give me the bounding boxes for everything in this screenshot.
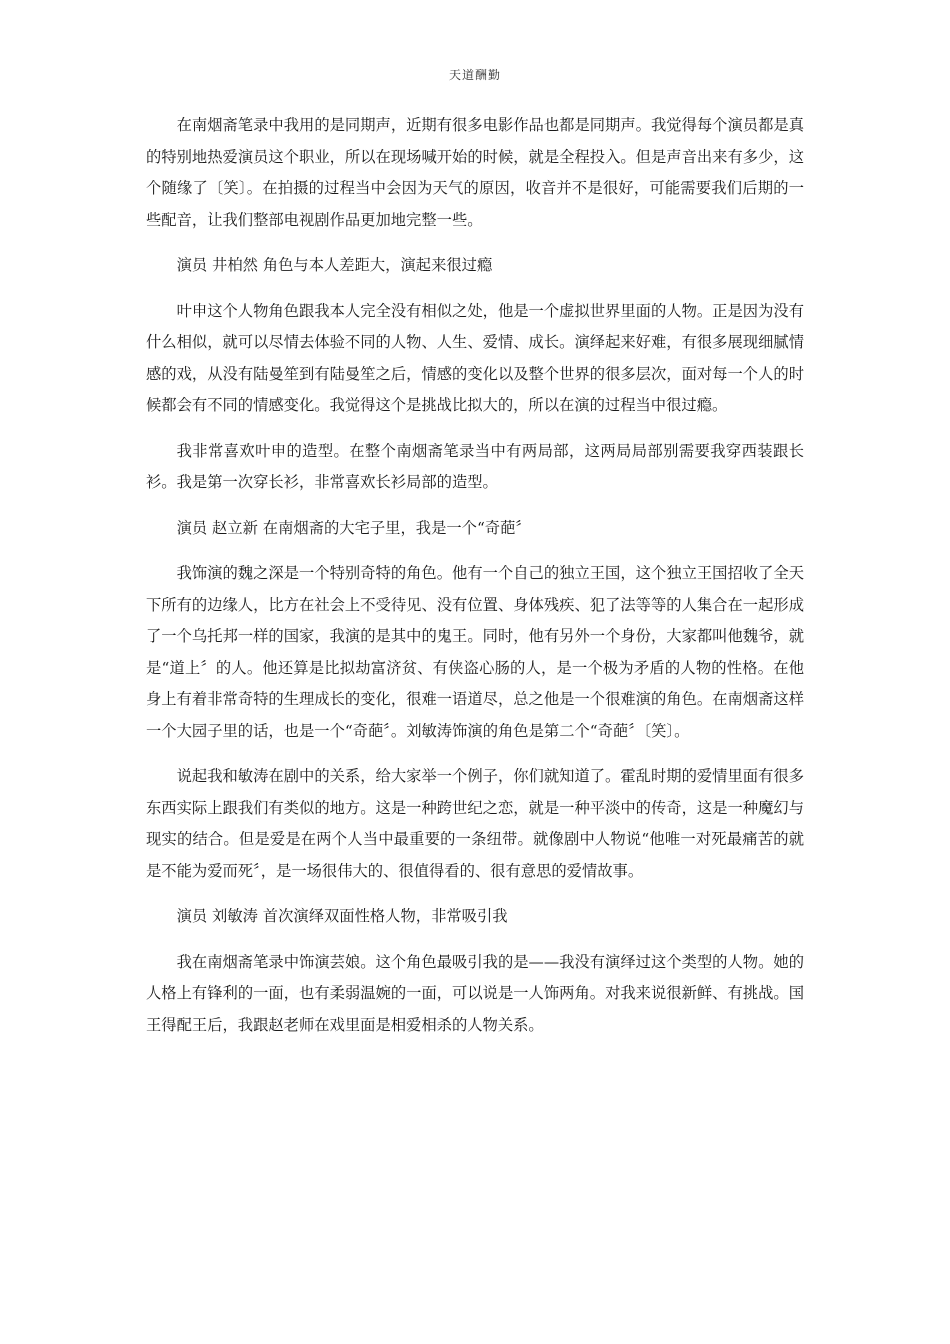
- article-body: [146, 110, 804, 1055]
- paragraph-1: 在南烟斋笔录中我用的是同期声，近期有很多电影作品也都是同期声。我觉得每个演员都是真的特别地热爱演员这个职业，所以在现场喊开始的时候，就是全程投入。但是声音出来有多少，这个随缘了〔笑〕。在拍摄的过程当中会因为天气的原因，收音并不是很好，可能需要我们后期的一些配音，让我们整部电视剧作品更加地完整一些。: [146, 116, 804, 229]
- section-heading-jing-boran: 演员 井柏然 角色与本人差距大，演起来很过瘾: [176, 256, 493, 274]
- paragraph-3: 我非常喜欢叶申的造型。在整个南烟斋笔录当中有两局部，这两局局部别需要我穿西装跟长衫。我是第一次穿长衫，非常喜欢长衫局部的造型。: [146, 441, 804, 491]
- paragraph-5: 说起我和敏涛在剧中的关系，给大家举一个例子，你们就知道了。霍乱时期的爱情里面有很多东西实际上跟我们有类似的地方。这是一种跨世纪之恋，就是一种平淡中的传奇，这是一种魔幻与现实的结合。但是爱是在两个人当中最重要的一条纽带。就像剧中人物说“他唯一对死最痛苦的就是不能为爱而死〞，是一场很伟大的、很值得看的、很有意思的爱情故事。: [146, 767, 804, 880]
- page-header: 天道酬勤: [448, 68, 501, 82]
- paragraph-6: 我在南烟斋笔录中饰演芸娘。这个角色最吸引我的是——我没有演绎过这个类型的人物。她的人格上有锋利的一面，也有柔弱温婉的一面，可以说是一人饰两角。对我来说很新鲜、有挑战。国王得配王后，我跟赵老师在戏里面是相爱相杀的人物关系。: [146, 952, 804, 1034]
- section-heading-zhao-lixin: 演员 赵立新 在南烟斋的大宅子里，我是一个“奇葩〞: [176, 518, 531, 537]
- paragraph-4: 我饰演的魏之深是一个特别奇特的角色。他有一个自己的独立王国，这个独立王国招收了全天下所有的边缘人，比方在社会上不受待见、没有位置、身体残疾、犯了法等等的人集合在一起形成了一个乌托邦一样的国家，我演的是其中的鬼王。同时，他有另外一个身份，大家都叫他魏爷，就是“道上〞的人。他还算是比拟劫富济贫、有侠盗心肠的人，是一个极为矛盾的人物的性格。在他身上有着非常奇特的生理成长的变化，很难一语道尽，总之他是一个很难演的角色。在南烟斋这样一个大园子里的话，也是一个“奇葩〞。刘敏涛饰演的角色是第二个“奇葩〞〔笑〕。: [146, 564, 804, 740]
- section-heading-liu-mintao: 演员 刘敏涛 首次演绎双面性格人物，非常吸引我: [176, 907, 508, 925]
- paragraph-2: 叶申这个人物角色跟我本人完全没有相似之处，他是一个虚拟世界里面的人物。正是因为没有什么相似，就可以尽情去体验不同的人物、人生、爱情、成长。演绎起来好难，有很多展现细腻情感的戏，从没有陆曼笙到有陆曼笙之后，情感的变化以及整个世界的很多层次，面对每一个人的时候都会有不同的情感变化。我觉得这个是挑战比拟大的，所以在演的过程当中很过瘾。: [146, 301, 804, 414]
